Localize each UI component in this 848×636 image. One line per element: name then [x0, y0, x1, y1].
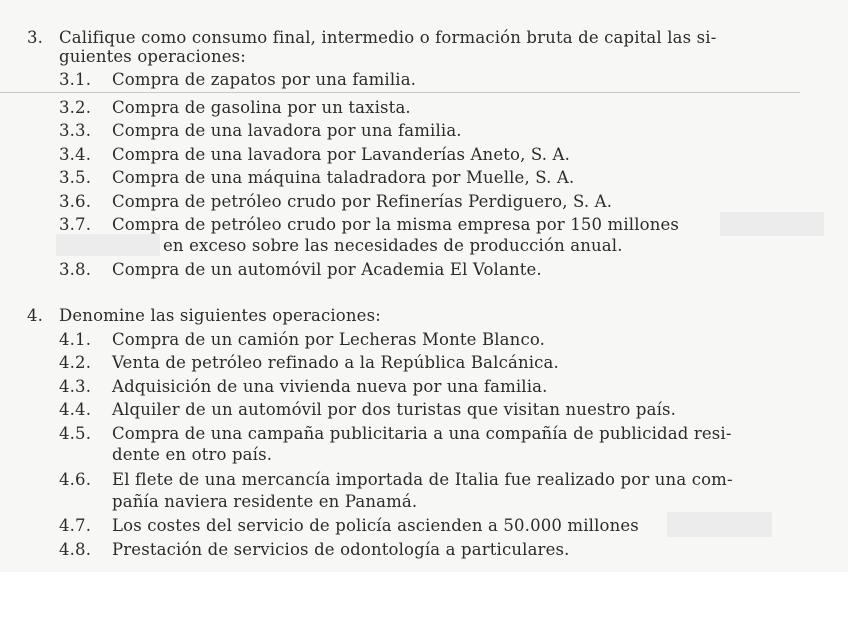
- page-fold-line: [0, 92, 800, 93]
- item-3-3: [59, 121, 462, 141]
- item-3-4: [59, 145, 570, 165]
- question-3-line-1: [27, 28, 716, 48]
- item-4-8: [59, 540, 570, 560]
- item-number: 3.8.: [59, 260, 92, 279]
- item-number: 4.3.: [59, 377, 92, 396]
- item-number: 3.3.: [59, 121, 92, 140]
- item-3-5: [59, 168, 574, 188]
- item-4-5: [59, 424, 732, 444]
- item-3-1: [59, 70, 416, 90]
- item-text: Compra de una máquina taladradora por Muelle, S. A.: [112, 168, 575, 187]
- item-text: Compra de gasolina por un taxista.: [112, 98, 411, 117]
- item-number: 4.1.: [59, 330, 92, 349]
- question-number: 4.: [27, 306, 44, 325]
- redacted-region: [667, 512, 772, 537]
- item-text: Compra de una lavadora por una familia.: [112, 121, 462, 140]
- redacted-region: [56, 234, 160, 256]
- item-text: Alquiler de un automóvil por dos turistas que visitan nuestro país.: [112, 400, 677, 419]
- item-4-4: [59, 400, 676, 420]
- item-number: 4.5.: [59, 424, 92, 443]
- item-number: 4.8.: [59, 540, 92, 559]
- item-text: Compra de una campaña publicitaria a una compañía de publicidad resi-: [112, 424, 732, 443]
- item-text: Compra de petróleo crudo por la misma empresa por 150 millones: [112, 215, 680, 234]
- item-3-7: [59, 215, 679, 235]
- item-number: 4.6.: [59, 470, 92, 489]
- item-4-7: [59, 516, 639, 536]
- item-text-cont: en exceso sobre las necesidades de producción anual.: [163, 236, 623, 255]
- item-text: Adquisición de una vivienda nueva por una familia.: [112, 377, 548, 396]
- question-3-line-2: [59, 47, 246, 67]
- redacted-region: [720, 212, 824, 236]
- item-text-cont: dente en otro país.: [112, 445, 273, 464]
- item-number: 4.4.: [59, 400, 92, 419]
- item-text: El flete de una mercancía importada de Italia fue realizado por una com-: [112, 470, 733, 489]
- item-number: 3.6.: [59, 192, 92, 211]
- item-3-6: [59, 192, 612, 212]
- item-text: Compra de zapatos por una familia.: [112, 70, 417, 89]
- item-number: 3.7.: [59, 215, 92, 234]
- item-number: 3.2.: [59, 98, 92, 117]
- item-4-6-continuation: [112, 492, 417, 512]
- item-text: Compra de un camión por Lecheras Monte Blanco.: [112, 330, 546, 349]
- item-4-3: [59, 377, 548, 397]
- item-number: 3.4.: [59, 145, 92, 164]
- item-text: Venta de petróleo refinado a la República Balcánica.: [112, 353, 559, 372]
- item-text: Prestación de servicios de odontología a particulares.: [112, 540, 570, 559]
- item-text: Compra de petróleo crudo por Refinerías Perdiguero, S. A.: [112, 192, 613, 211]
- item-4-1: [59, 330, 545, 350]
- item-text-cont: pañía naviera residente en Panamá.: [112, 492, 418, 511]
- item-number: 4.2.: [59, 353, 92, 372]
- item-4-5-continuation: [112, 445, 272, 465]
- item-text: Compra de una lavadora por Lavanderías Aneto, S. A.: [112, 145, 571, 164]
- question-prompt: Denomine las siguientes operaciones:: [59, 306, 381, 325]
- question-prompt: Califique como consumo final, intermedio o formación bruta de capital las si-: [59, 28, 717, 47]
- item-3-2: [59, 98, 411, 118]
- item-text: Compra de un automóvil por Academia El Volante.: [112, 260, 542, 279]
- item-4-2: [59, 353, 559, 373]
- question-number: 3.: [27, 28, 44, 47]
- item-number: 3.1.: [59, 70, 92, 89]
- item-number: 3.5.: [59, 168, 92, 187]
- question-prompt-cont: guientes operaciones:: [59, 47, 246, 66]
- question-4-line: [27, 306, 381, 326]
- item-number: 4.7.: [59, 516, 92, 535]
- item-4-6: [59, 470, 733, 490]
- item-text: Los costes del servicio de policía ascienden a 50.000 millones: [112, 516, 639, 535]
- item-3-7-continuation: [163, 236, 623, 256]
- item-3-8: [59, 260, 542, 280]
